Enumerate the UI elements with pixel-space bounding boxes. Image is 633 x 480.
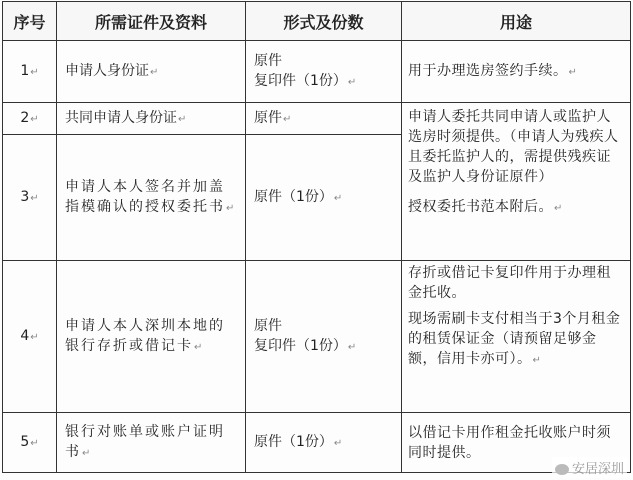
- table-row: [3, 41, 631, 103]
- watermark: 安居深圳: [552, 457, 627, 478]
- form-cell: 原件（1份）↵: [254, 188, 343, 205]
- row-number: 4↵: [3, 261, 57, 413]
- header-form: 形式及份数: [246, 2, 402, 41]
- row-number: 1↵: [3, 41, 57, 103]
- table-row: [3, 103, 631, 135]
- row-number: 3↵: [3, 135, 57, 261]
- use-cell-merged: 申请人委托共同申请人或监护人选房时须提供。（申请人为残疾人且委托监护人的，需提供残疾证及监护人身份证原件） 授权委托书范本附后。↵: [408, 109, 619, 215]
- material-cell: 申请人本人签名并加盖指模确认的授权委托书↵: [65, 178, 237, 215]
- use-cell: 以借记卡用作租金托收账户时须同时提供。: [408, 424, 611, 461]
- material-cell: 共同申请人身份证↵: [65, 109, 187, 126]
- material-cell: 申请人身份证↵: [65, 62, 159, 79]
- form-cell: 原件 复印件（1份）↵: [254, 52, 357, 89]
- use-cell: 用于办理选房签约手续。↵: [408, 62, 578, 79]
- form-cell: 原件 复印件（1份）↵: [254, 317, 357, 354]
- table-row: [3, 261, 631, 413]
- table-row: [3, 413, 631, 473]
- material-cell: 银行对账单或账户证明书↵: [65, 423, 225, 460]
- wechat-icon: [555, 464, 569, 475]
- use-cell: 存折或借记卡复印件用于办理租金托收。 现场需刷卡支付相当于3个月租金的租赁保证金（请预留足够金额，信用卡亦可）。↵: [408, 265, 621, 367]
- header-no: 序号: [3, 2, 57, 41]
- material-cell: 申请人本人深圳本地的银行存折或借记卡↵: [65, 317, 225, 354]
- header-material: 所需证件及资料: [57, 2, 246, 41]
- row-number: 5↵: [3, 413, 57, 473]
- form-cell: 原件↵: [254, 109, 292, 126]
- materials-table: [2, 1, 631, 473]
- header-use: 用途: [402, 2, 631, 41]
- row-number: 2↵: [3, 103, 57, 135]
- form-cell: 原件（1份）↵: [254, 433, 343, 450]
- header-row: [3, 2, 631, 41]
